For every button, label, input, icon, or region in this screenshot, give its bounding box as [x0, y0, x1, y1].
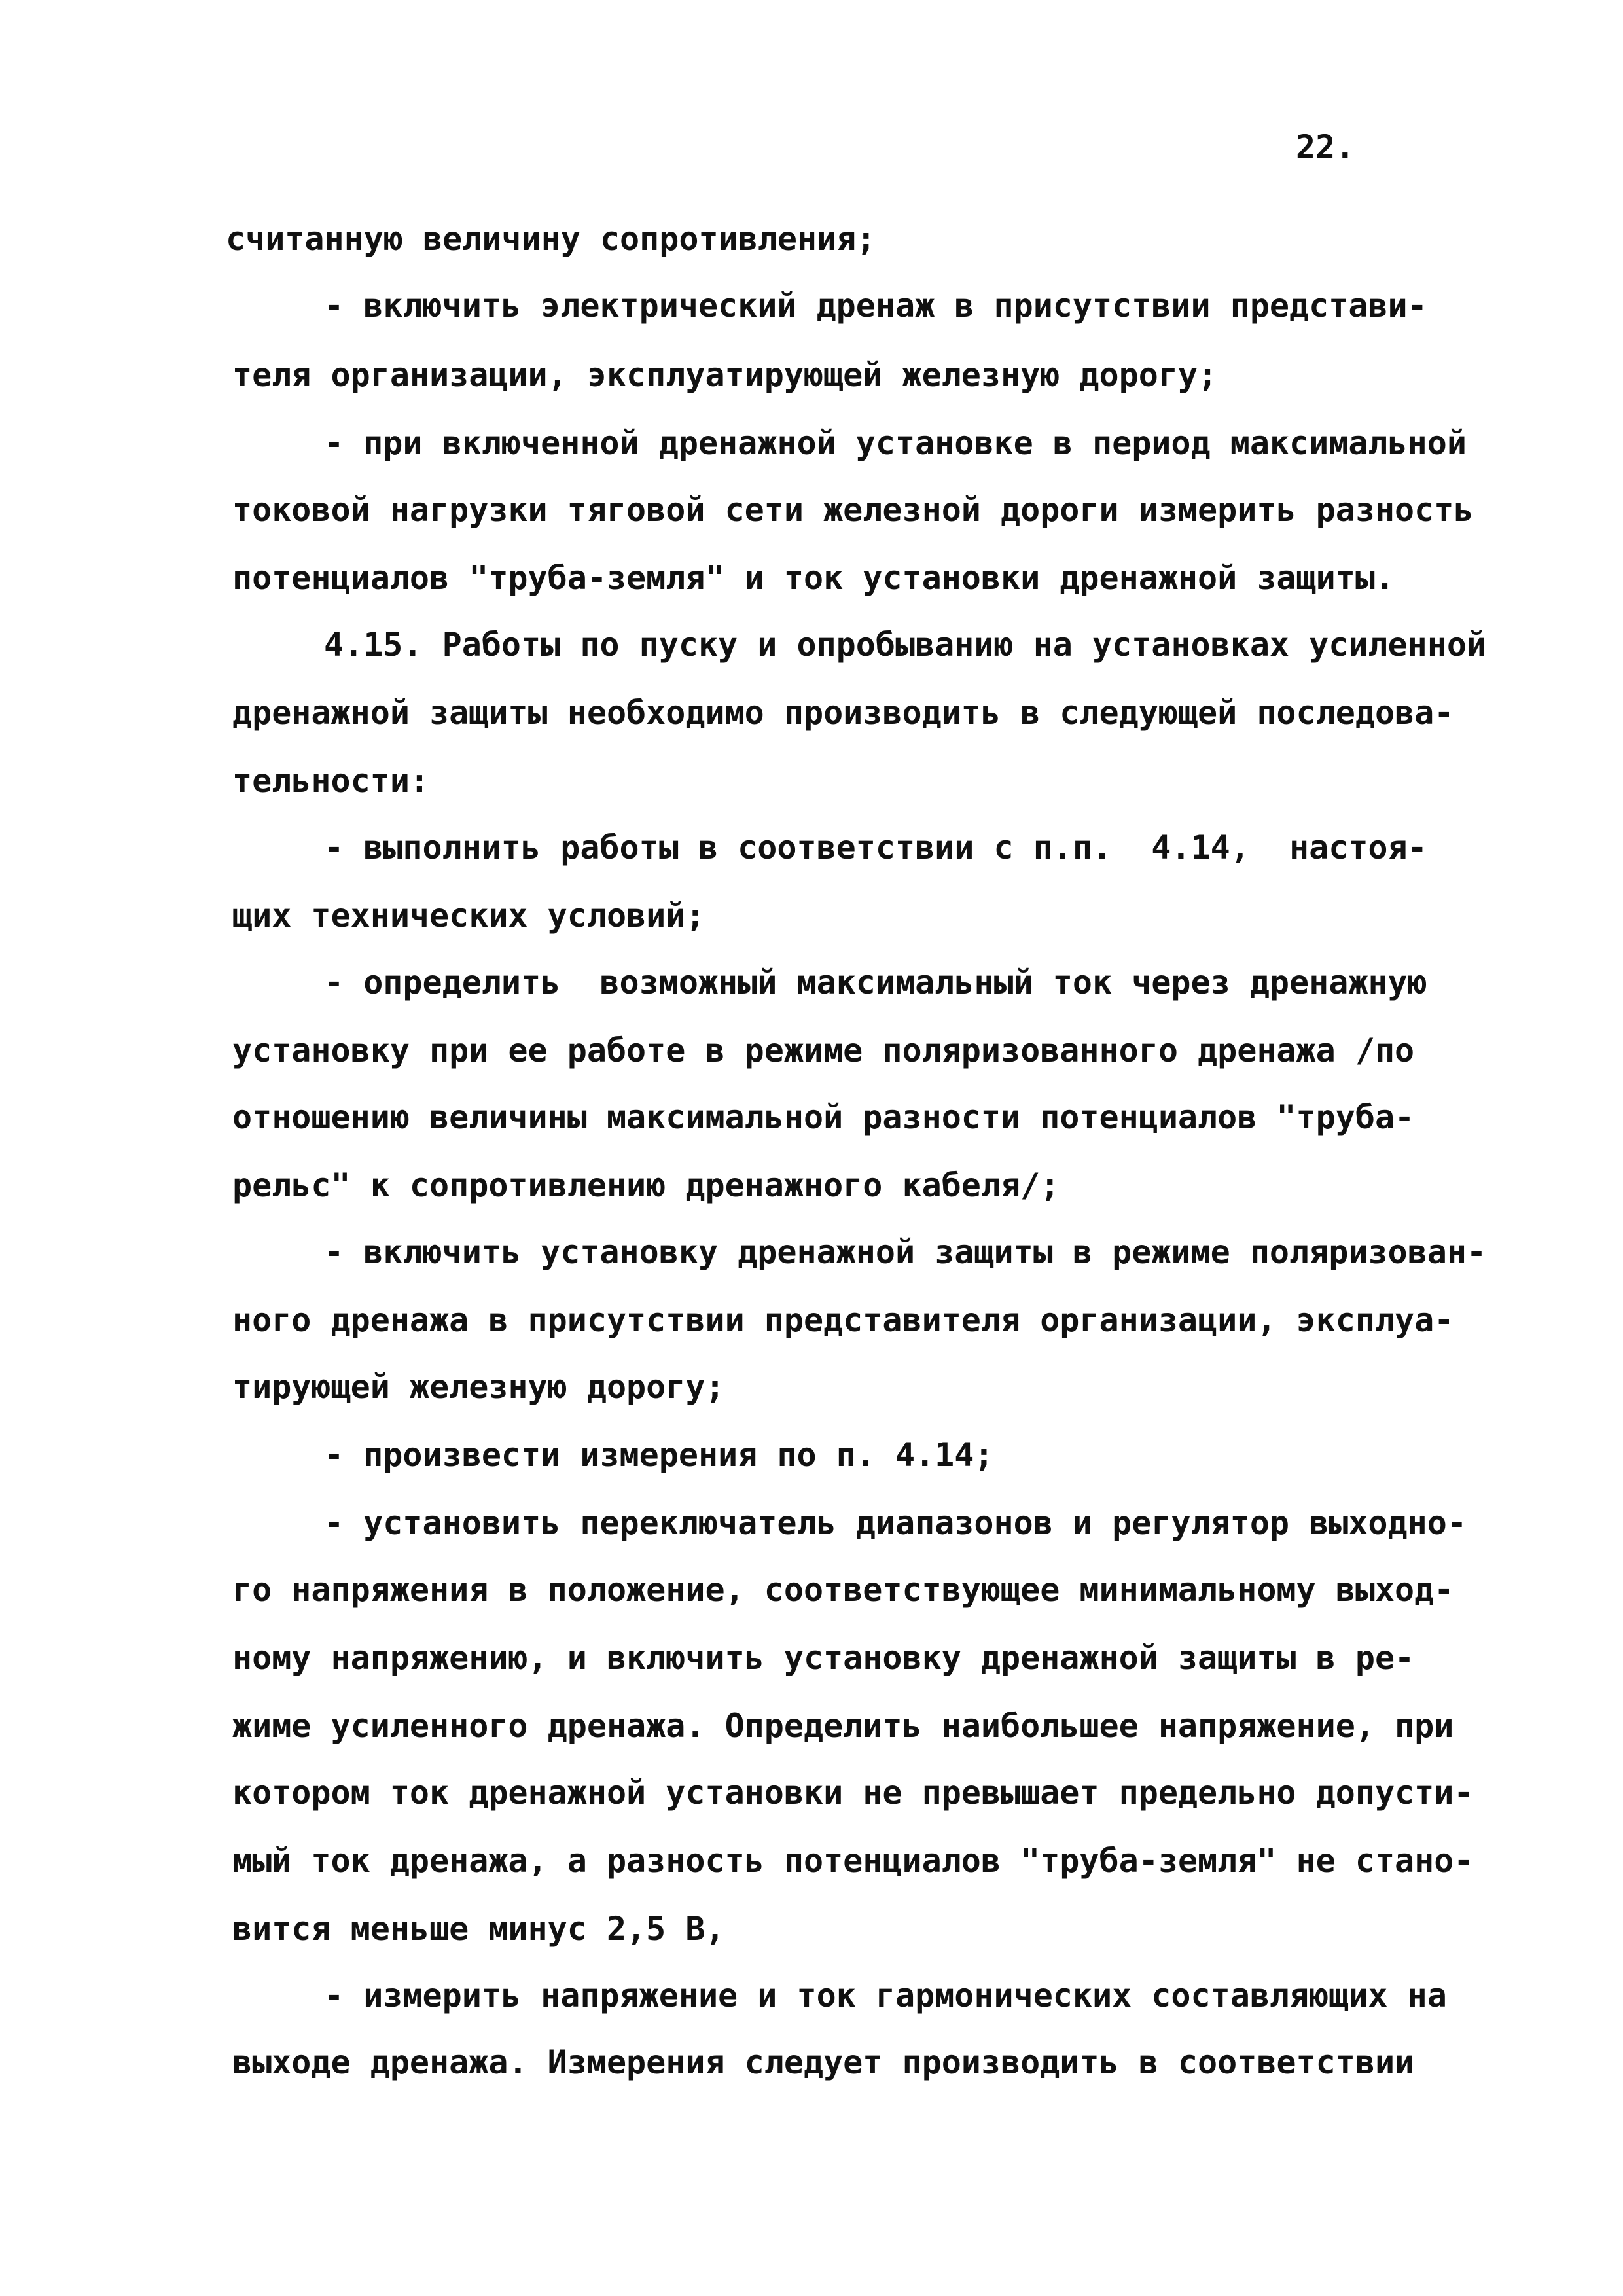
text-line: тирующей железную дорогу; [232, 1368, 725, 1406]
text-line: - включить электрический дренаж в присутствии представи- [324, 287, 1427, 325]
text-line: рельс" к сопротивлению дренажного кабеля/; [232, 1166, 1060, 1204]
text-line: ному напряжению, и включить установку дренажной защиты в ре- [232, 1639, 1415, 1677]
text-line: - произвести измерения по п. 4.14; [324, 1436, 994, 1474]
text-line: ного дренажа в присутствии представителя организации, эксплуа- [232, 1301, 1454, 1339]
text-line: - измерить напряжение и ток гармонических составляющих на [324, 1977, 1447, 2015]
text-line: - установить переключатель диапазонов и регулятор выходно- [324, 1504, 1467, 1542]
text-line: выходе дренажа. Измерения следует производить в соответствии [232, 2043, 1415, 2081]
text-line: щих технических условий; [232, 897, 705, 935]
text-line: 4.15. Работы по пуску и опробыванию на установках усиленной [324, 626, 1487, 664]
text-line: потенциалов "труба-земля" и ток установки дренажной защиты. [232, 559, 1395, 597]
page-number: 22. [1296, 128, 1355, 166]
text-line: теля организации, эксплуатирующей железную дорогу; [232, 356, 1218, 394]
text-line: считанную величину сопротивления; [226, 220, 876, 258]
text-line: - при включенной дренажной установке в период максимальной [324, 424, 1467, 462]
text-line: го напряжения в положение, соответствующее минимальному выход- [232, 1571, 1454, 1609]
text-line: установку при ее работе в режиме поляризованного дренажа /по [232, 1031, 1415, 1069]
text-line: дренажной защиты необходимо производить в следующей последова- [232, 694, 1454, 732]
text-line: - выполнить работы в соответствии с п.п. 4.14, настоя- [324, 829, 1427, 867]
text-line: жиме усиленного дренажа. Определить наибольшее напряжение, при [232, 1707, 1454, 1745]
text-line: отношению величины максимальной разности потенциалов "труба- [232, 1098, 1415, 1136]
text-line: тельности: [232, 762, 430, 800]
text-line: вится меньше минус 2,5 В, [232, 1910, 725, 1948]
text-line: - определить возможный максимальный ток через дренажную [324, 963, 1427, 1001]
text-line: мый ток дренажа, а разность потенциалов "труба-земля" не стано- [232, 1842, 1474, 1880]
text-line: котором ток дренажной установки не превышает предельно допусти- [232, 1774, 1474, 1812]
text-line: - включить установку дренажной защиты в режиме поляризован- [324, 1233, 1487, 1271]
text-line: токовой нагрузки тяговой сети железной дороги измерить разность [232, 491, 1474, 529]
